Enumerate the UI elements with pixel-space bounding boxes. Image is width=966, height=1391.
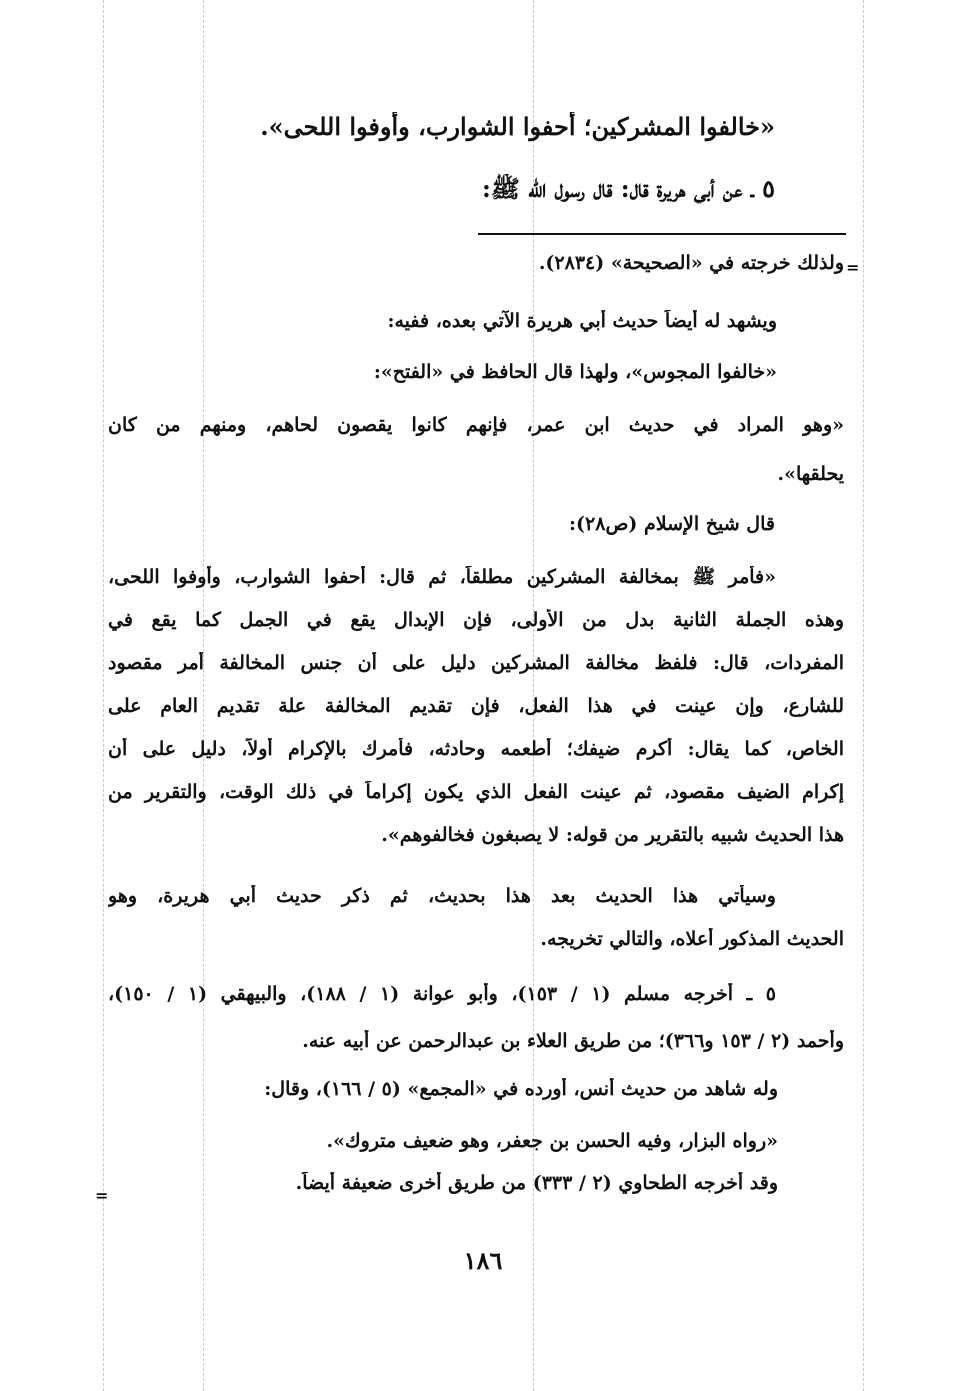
footnote-line: ولذلك خرجته في «الصحيحة» (٢٨٣٤).: [538, 252, 844, 274]
margin-guide: [103, 0, 104, 1391]
footnote-line: «رواه البزار، وفيه الحسن بن جعفر، وهو ضعيف متروك».: [326, 1130, 778, 1152]
footnote-line: إكرام الضيف مقصود، ثم عينت الفعل الذي يكون إكراماً في ذلك الوقت، والتقرير من: [108, 781, 844, 803]
footnote-separator: [478, 233, 846, 235]
footnote-line: هذا الحديث شبيه بالتقرير من قوله: لا يصبغون فخالفوهم».: [381, 824, 844, 846]
footnote-line: للشارع، وإن عينت في هذا الفعل، فإن تقديم المخالفة علة تقديم العام على: [108, 695, 844, 717]
footnote-line: الخاص، كما يقال: أكرم ضيفك؛ أطعمه وحادثه، فأمرك بالإكرام أولاً، دليل على أن: [108, 738, 844, 760]
footnote-line: «فأمر ﷺ بمخالفة المشركين مطلقاً، ثم قال: أحفوا الشوارب، وأوفوا اللحى،: [108, 566, 776, 588]
footnote-line: قال شيخ الإسلام (ص٢٨):: [569, 513, 775, 535]
main-text-line: «خالفوا المشركين؛ أحفوا الشوارب، وأوفوا اللحى».: [260, 112, 775, 141]
page-number: ١٨٦: [463, 1246, 503, 1275]
margin-guide: [863, 0, 864, 1391]
footnote-line: الحديث المذكور أعلاه، والتالي تخريجه.: [540, 928, 844, 950]
footnote-line: يحلقها».: [777, 463, 844, 485]
continuation-mark: =: [95, 1186, 109, 1205]
footnote-line: «وهو المراد في حديث ابن عمر، فإنهم كانوا يقصون لحاهم، ومنهم من كان: [108, 414, 844, 436]
footnote-line: ويشهد له أيضاً حديث أبي هريرة الآتي بعده، ففيه:: [387, 310, 777, 332]
footnote-line: وله شاهد من حديث أنس، أورده في «المجمع» (٥ / ١٦٦)، وقال:: [264, 1078, 778, 1100]
footnote-line: ٥ ـ أخرجه مسلم (١ / ١٥٣)، وأبو عوانة (١ / ١٨٨)، والبيهقي (١ / ١٥٠)،: [108, 983, 776, 1005]
footnote-line: المفردات، قال: فلفظ مخالفة المشركين دليل على أن جنس المخالفة أمر مقصود: [108, 652, 844, 674]
footnote-line: وهذه الجملة الثانية بدل من الأولى، فإن الإبدال يقع في الجمل كما يقع في: [108, 609, 844, 631]
footnote-line: وقد أخرجه الطحاوي (٢ / ٣٣٣) من طريق أخرى ضعيفة أيضاً.: [295, 1172, 778, 1194]
footnote-line: وسيأتي هذا الحديث بعد هذا بحديث، ثم ذكر حديث أبي هريرة، وهو: [108, 885, 776, 907]
footnote-line: «خالفوا المجوس»، ولهذا قال الحافظ في «الفتح»:: [373, 361, 777, 383]
main-text-line: ٥ ـ عن أبي هريرة قال: قال رسول الله ﷺ:: [482, 174, 775, 203]
footnote-line: وأحمد (٢ / ١٥٣ و٣٦٦)؛ من طريق العلاء بن عبدالرحمن عن أبيه عنه.: [302, 1030, 844, 1052]
continuation-mark: =: [846, 258, 860, 277]
